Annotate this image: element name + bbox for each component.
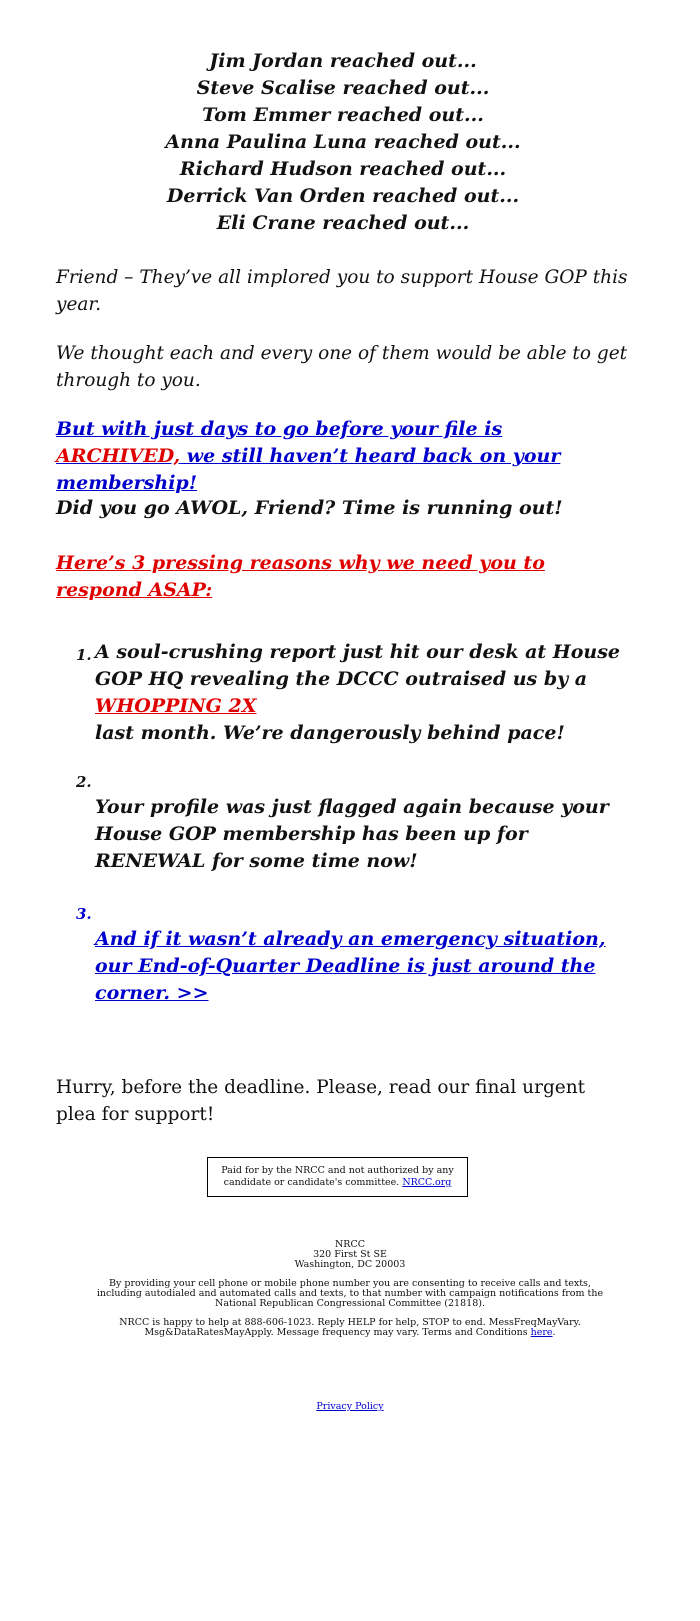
whopping-link[interactable]: WHOPPING 2X	[95, 695, 257, 717]
consent-text: By providing your cell phone or mobile phone number you are consenting to receive calls and texts, including autodialed and automated calls and texts, to that number with campaign notifications from the National Republican Congressional Committee (21818).	[96, 1278, 604, 1309]
archived-file-link[interactable]	[56, 416, 630, 497]
privacy-policy-link[interactable]: Privacy Policy	[316, 1401, 384, 1412]
reason-number: 1.	[76, 646, 92, 664]
reason-text: Your profile was just flagged again because your House GOP membership has been up for RENEWAL for some time now!	[95, 796, 609, 872]
name-line: Jim Jordan reached out...	[209, 50, 477, 72]
name-line: Richard Hudson reached out...	[179, 158, 507, 180]
paid-for-text: Paid for by the NRCC and not authorized by any candidate or candidate's committee.	[221, 1165, 454, 1188]
name-line: Derrick Van Orden reached out...	[166, 185, 520, 207]
name-line: Steve Scalise reached out...	[196, 77, 490, 99]
terms-here-link[interactable]: here	[530, 1327, 553, 1338]
name-line: Tom Emmer reached out...	[202, 104, 484, 126]
privacy-policy-row	[0, 1401, 700, 1412]
help-body: NRCC is happy to help at 888-606-1023. Reply HELP for help, STOP to end. MessFreqMayVary. Msg&DataRatesMayApply. Message frequency may vary. Terms and Conditions	[119, 1317, 581, 1338]
name-line: Eli Crane reached out...	[216, 212, 470, 234]
cta-text-before[interactable]: But with just days to go before your file is	[56, 418, 503, 440]
help-text	[90, 1318, 610, 1338]
awol-paragraph: Did you go AWOL, Friend? Time is running out!	[56, 497, 563, 519]
reason-text-before: A soul-crushing report just hit our desk at House GOP HQ revealing the DCCC outraised us by a	[95, 641, 621, 690]
org-name: NRCC	[334, 1239, 365, 1250]
intro-paragraph: Friend – They’ve all implored you to support House GOP this year.	[56, 267, 628, 315]
reasons-heading-link[interactable]: Here’s 3 pressing reasons why we need you to respond ASAP:	[56, 552, 545, 601]
city-address: Washington, DC 20003	[294, 1259, 406, 1270]
reached-out-list	[56, 48, 630, 237]
second-paragraph: We thought each and every one of them would be able to get through to you.	[56, 343, 628, 391]
cta-text-after[interactable]: we still haven’t heard back on your membership!	[56, 445, 561, 494]
street-address: 320 First St SE	[313, 1249, 387, 1260]
help-end: .	[552, 1327, 556, 1338]
name-line: Anna Paulina Luna reached out...	[165, 131, 521, 153]
paid-for-disclaimer	[207, 1157, 468, 1197]
hurry-paragraph: Hurry, before the deadline. Please, read our final urgent plea for support!	[56, 1077, 586, 1125]
reason-number: 2.	[76, 773, 92, 791]
reason-text	[95, 639, 635, 747]
archived-word[interactable]: ARCHIVED,	[56, 445, 181, 467]
reason-number: 3.	[76, 905, 92, 923]
nrcc-org-link[interactable]: NRCC.org	[402, 1177, 452, 1188]
reason-text-after: last month. We’re dangerously behind pace!	[95, 722, 565, 744]
address-block	[90, 1240, 610, 1270]
footer	[90, 1240, 610, 1347]
deadline-link[interactable]: And if it wasn’t already an emergency situation, our End-of-Quarter Deadline is just around the corner. >>	[95, 928, 606, 1004]
